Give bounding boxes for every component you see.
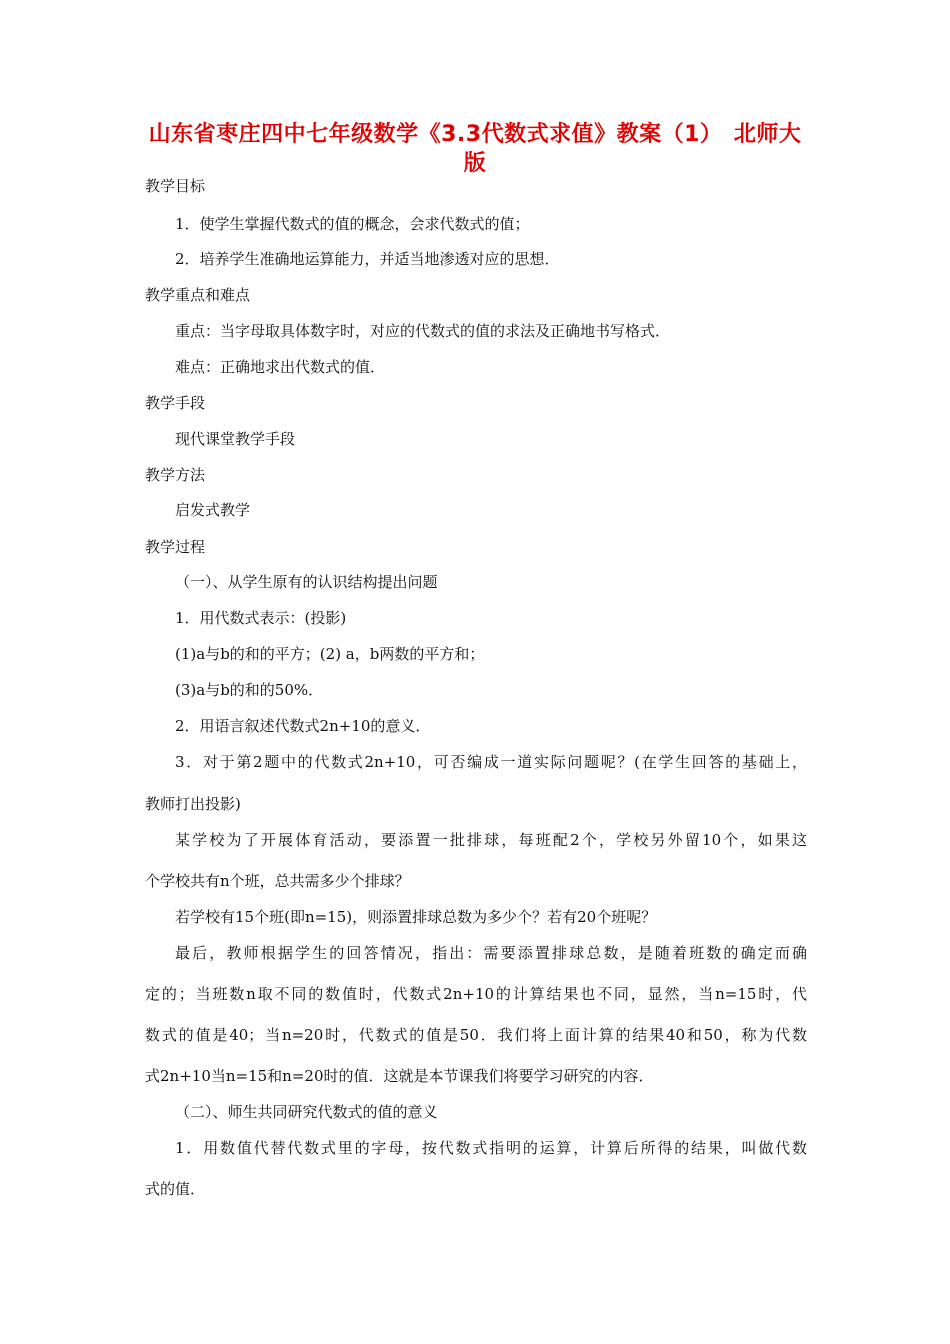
goals-heading: 教学目标 [145,177,206,195]
document-title: 山东省枣庄四中七年级数学《3.3代数式求值》教案（1） 北师大版 [148,122,802,176]
question-1-items-a: (1)a与b的和的平方；(2) a，b两数的平方和； [175,645,485,663]
method-heading: 教学方法 [145,466,206,484]
question-3-line-1: 3．对于第2题中的代数式2n+10，可否编成一道实际问题呢？(在学生回答的基础上， [175,753,807,771]
part-1-heading: （一）、从学生原有的认识结构提出问题 [175,573,438,591]
question-2: 2．用语言叙述代数式2n+10的意义． [175,717,431,735]
means-text: 现代课堂教学手段 [175,430,296,448]
problem-line-1: 某学校为了开展体育活动，要添置一批排球，每班配2个，学校另外留10个，如果这 [175,831,807,849]
key-point-text: 重点：当字母取具体数字时，对应的代数式的值的求法及正确地书写格式． [175,322,671,340]
question-1-items-b: (3)a与b的和的50%． [175,681,324,699]
definition-line-2: 式的值． [145,1180,206,1198]
summary-line-1: 最后，教师根据学生的回答情况，指出：需要添置排球总数，是随着班数的确定而确 [175,944,807,962]
process-heading: 教学过程 [145,538,206,556]
means-heading: 教学手段 [145,394,206,412]
summary-line-3: 数式的值是40；当n=20时，代数式的值是50．我们将上面计算的结果40和50，称为代数 [145,1026,807,1044]
summary-line-4: 式2n+10当n=15和n=20时的值．这就是本节课我们将要学习研究的内容． [145,1067,654,1085]
question-3-line-2: 教师打出投影) [145,795,241,813]
goal-item-1: 1．使学生掌握代数式的值的概念，会求代数式的值； [175,215,530,233]
summary-line-2: 定的；当班数n取不同的数值时，代数式2n+10的计算结果也不同，显然，当n=15时，代 [145,985,807,1003]
part-2-heading: （二）、师生共同研究代数式的值的意义 [175,1103,438,1121]
goal-item-2: 2．培养学生准确地运算能力，并适当地渗透对应的思想． [175,250,560,268]
definition-line-1: 1．用数值代替代数式里的字母，按代数式指明的运算，计算后所得的结果，叫做代数 [175,1139,807,1157]
problem-question: 若学校有15个班(即n=15)，则添置排球总数为多少个？若有20个班呢？ [175,908,657,926]
method-text: 启发式教学 [175,501,251,519]
key-points-heading: 教学重点和难点 [145,286,251,304]
difficulty-text: 难点：正确地求出代数式的值． [175,358,386,376]
question-1: 1．用代数式表示：(投影) [175,609,347,627]
problem-line-2: 个学校共有n个班，总共需多少个排球？ [145,872,410,890]
